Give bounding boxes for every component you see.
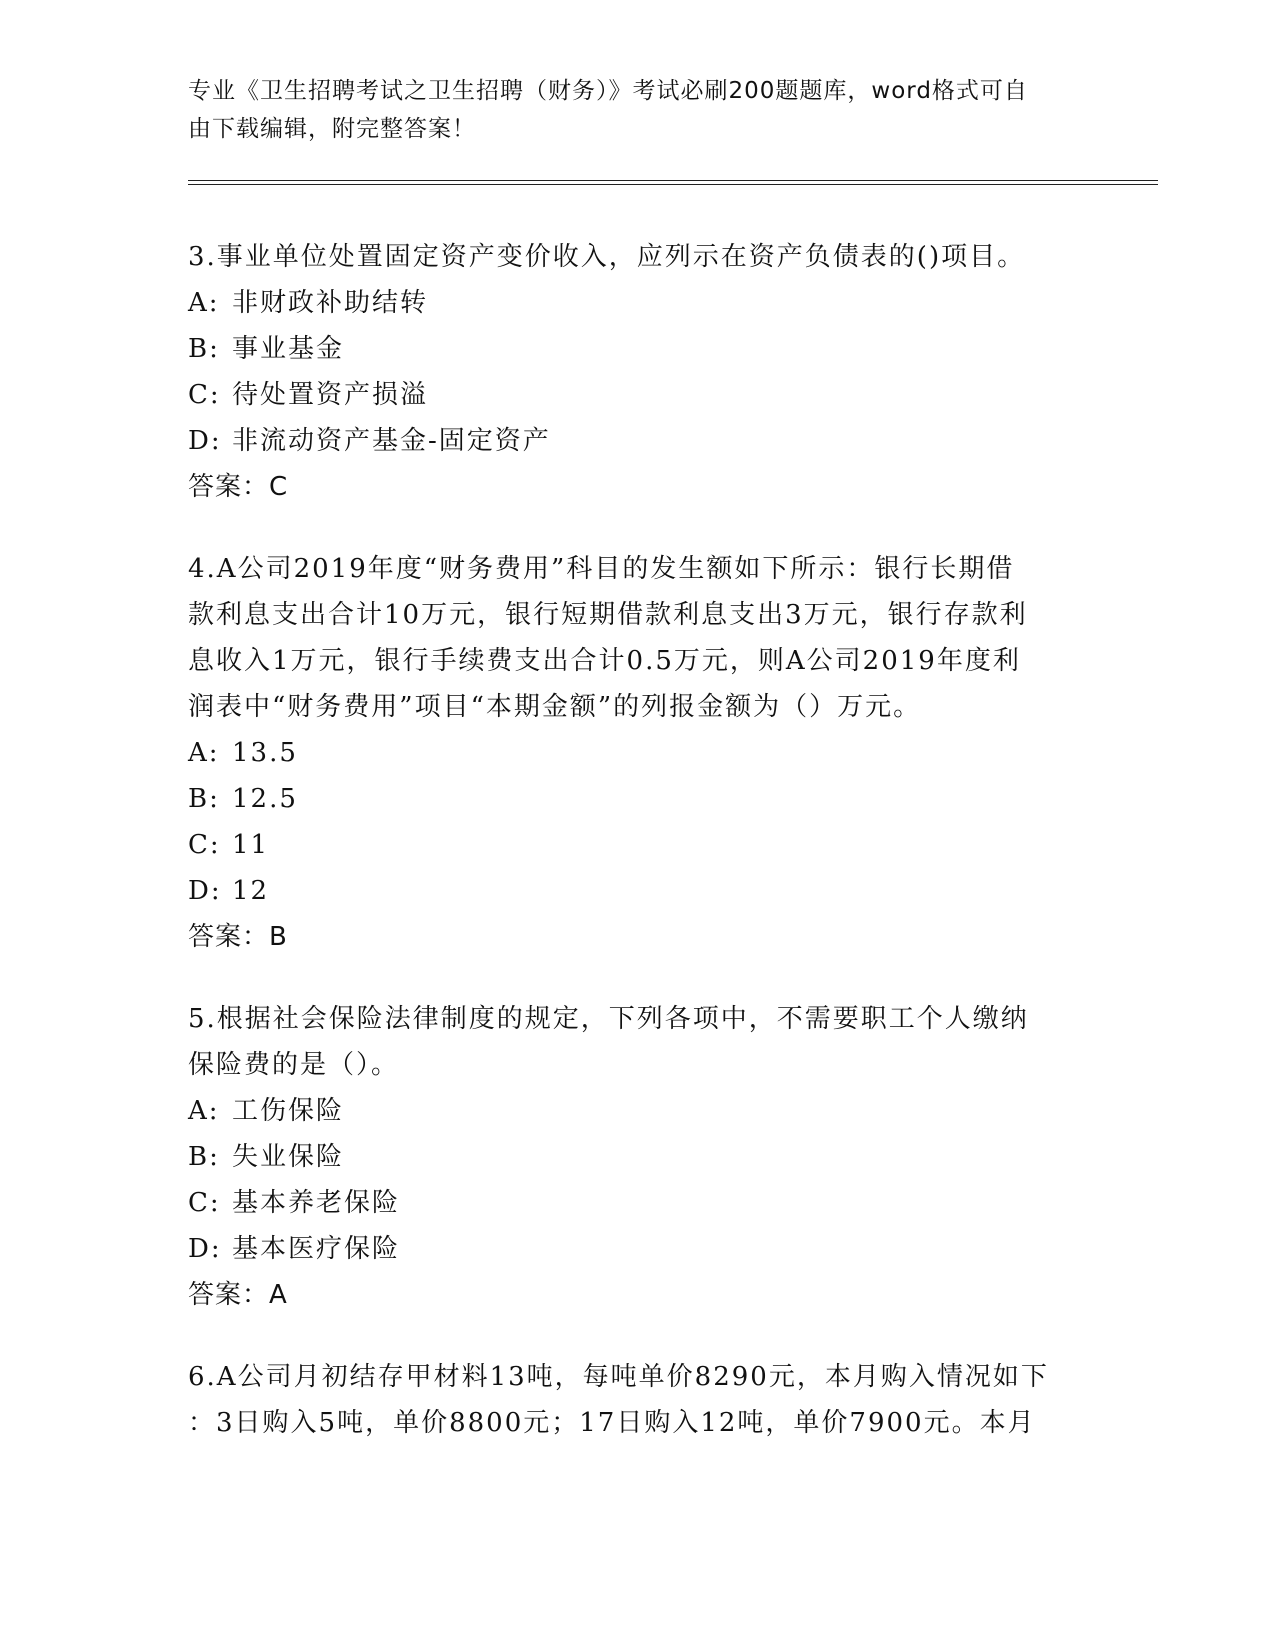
option-c: C: 基本养老保险: [188, 1188, 401, 1218]
document-header: [188, 72, 1088, 148]
question-list: [188, 234, 1088, 1482]
answer-line: [188, 464, 1088, 510]
header-divider-top: [188, 180, 1158, 181]
question-stem-line: 5.根据社会保险法律制度的规定，下列各项中，不需要职工个人缴纳: [188, 1004, 1029, 1034]
answer-value: B: [269, 922, 287, 952]
question-3: [188, 234, 1088, 510]
option-b: B: 12.5: [188, 784, 298, 814]
option-c: C: 11: [188, 830, 270, 860]
option-a: A: 13.5: [188, 738, 298, 768]
question-stem-line: ：3日购入5吨，单价8800元；17日购入12吨，单价7900元。本月: [188, 1408, 1036, 1438]
question-6: [188, 1354, 1088, 1446]
answer-label: 答案：: [188, 472, 270, 502]
question-4: [188, 546, 1088, 960]
answer-value: A: [269, 1280, 287, 1310]
question-stem-line: 润表中“财务费用”项目“本期金额”的列报金额为（）万元。: [188, 692, 922, 722]
question-stem-line: 息收入1万元，银行手续费支出合计0.5万元，则A公司2019年度利: [188, 646, 1021, 676]
header-line-1: 专业《卫生招聘考试之卫生招聘（财务）》考试必刷200题题库，word格式可自: [188, 78, 1028, 104]
answer-label: 答案：: [188, 1280, 270, 1310]
header-line-2: 由下载编辑，附完整答案！: [188, 116, 476, 142]
option-b: B: 失业保险: [188, 1142, 345, 1172]
option-d: D: 非流动资产基金-固定资产: [188, 426, 551, 456]
answer-value: C: [269, 472, 288, 502]
option-d: D: 基本医疗保险: [188, 1234, 401, 1264]
answer-label: 答案：: [188, 922, 270, 952]
option-c: C: 待处置资产损溢: [188, 380, 429, 410]
answer-line: [188, 1272, 1088, 1318]
question-stem-line: 6.A公司月初结存甲材料13吨，每吨单价8290元，本月购入情况如下: [188, 1362, 1049, 1392]
answer-line: [188, 914, 1088, 960]
header-divider-bottom: [188, 184, 1158, 185]
question-stem-line: 保险费的是（）。: [188, 1050, 400, 1080]
option-a: A: 工伤保险: [188, 1096, 345, 1126]
question-stem-line: 3.事业单位处置固定资产变价收入，应列示在资产负债表的()项目。: [188, 242, 1026, 272]
option-a: A: 非财政补助结转: [188, 288, 429, 318]
question-stem-line: 款利息支出合计10万元，银行短期借款利息支出3万元，银行存款利: [188, 600, 1028, 630]
option-b: B: 事业基金: [188, 334, 345, 364]
question-stem-line: 4.A公司2019年度“财务费用”科目的发生额如下所示：银行长期借: [188, 554, 1015, 584]
question-5: [188, 996, 1088, 1318]
option-d: D: 12: [188, 876, 270, 906]
